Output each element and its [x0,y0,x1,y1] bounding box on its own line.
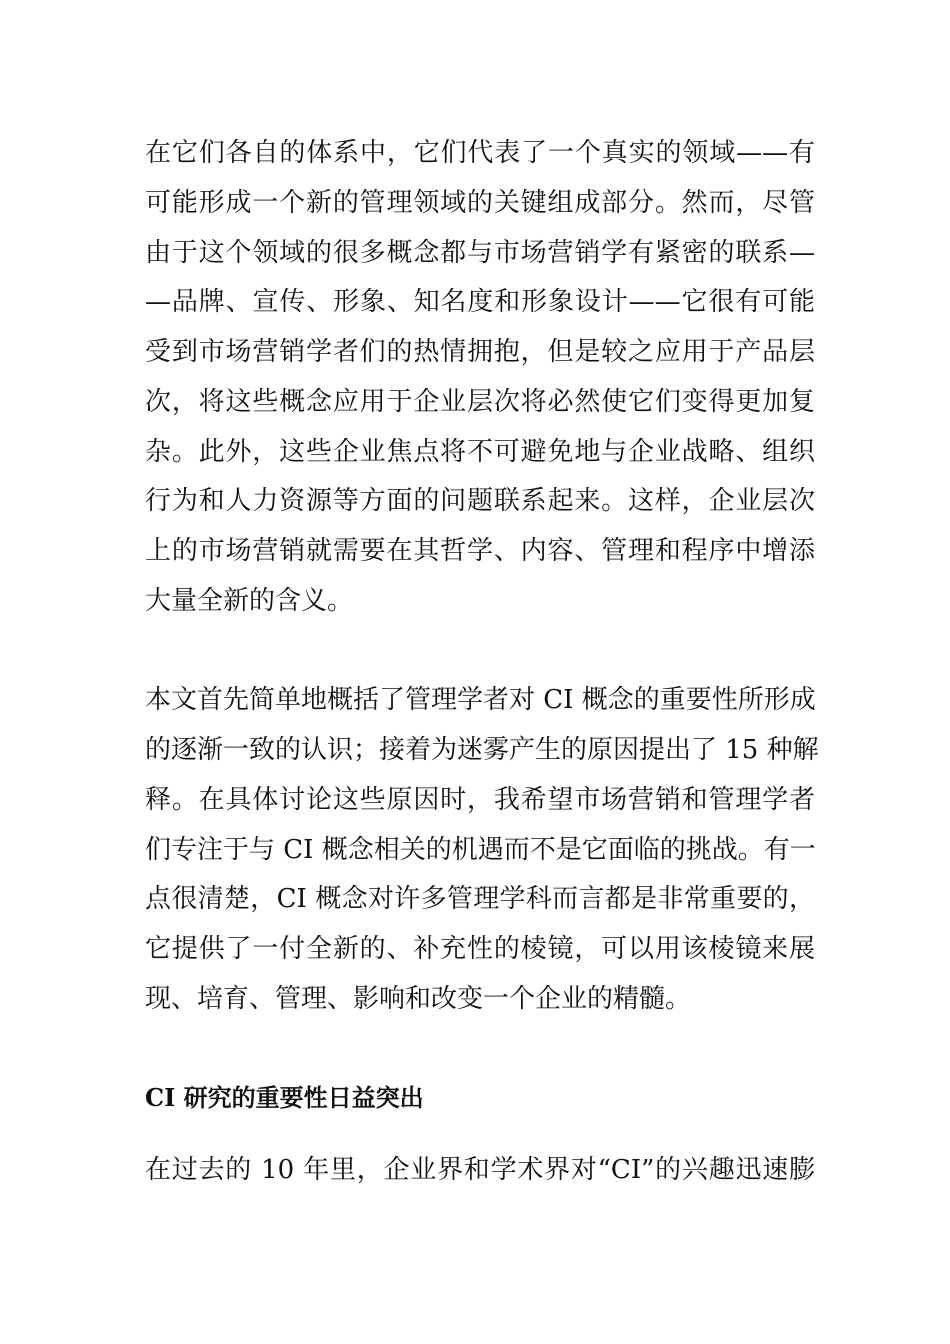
text-line: 上的市场营销就需要在其哲学、内容、管理和程序中增添 [145,536,815,566]
text-line: —品牌、宣传、形象、知名度和形象设计——它很有可能 [145,287,815,317]
text-line: 现、培育、管理、影响和改变一个企业的精髓。 [145,984,692,1014]
text-line: 它提供了一付全新的、补充性的棱镜，可以用该棱镜来展 [145,934,815,964]
text-line: 本文首先简单地概括了管理学者对 CI 概念的重要性所形成 [145,685,816,715]
text-line: 受到市场营销学者们的热情拥抱，但是较之应用于产品层 [145,337,815,367]
text-line: 在它们各自的体系中，它们代表了一个真实的领域——有 [145,138,815,168]
text-line: 行为和人力资源等方面的问题联系起来。这样，企业层次 [145,486,815,516]
text-line: 在过去的 10 年里，企业界和学术界对“CI”的兴趣迅速膨 [145,1155,815,1185]
section-heading: CI 研究的重要性日益突出 [145,1083,424,1112]
text-line: 的逐渐一致的认识；接着为迷雾产生的原因提出了 15 种解 [145,735,819,765]
text-line: 次，将这些概念应用于企业层次将必然使它们变得更加复 [145,387,815,417]
text-line: 可能形成一个新的管理领域的关键组成部分。然而，尽管 [145,188,815,218]
text-line: 杂。此外，这些企业焦点将不可避免地与企业战略、组织 [145,437,815,467]
text-line: 大量全新的含义。 [145,586,354,616]
text-line: 们专注于与 CI 概念相关的机遇而不是它面临的挑战。有一 [145,835,816,865]
text-line: 释。在具体讨论这些原因时，我希望市场营销和管理学者 [145,785,815,815]
text-line: 点很清楚，CI 概念对许多管理学科而言都是非常重要的， [145,884,815,914]
text-line: 由于这个领域的很多概念都与市场营销学有紧密的联系— [145,238,815,268]
